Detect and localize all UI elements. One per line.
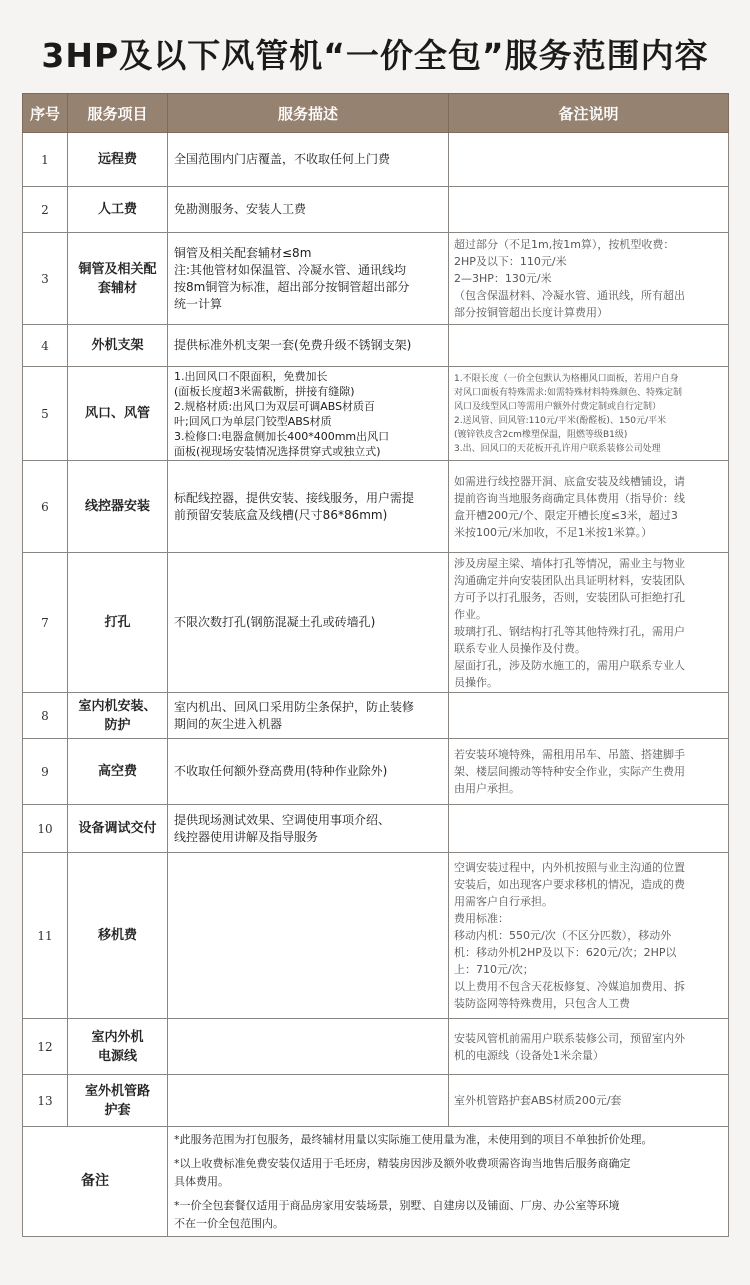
row-number: 2 [23, 187, 68, 233]
row-note-line: 若安装环境特殊，需租用吊车、吊篮、搭建脚手 [454, 748, 685, 761]
row-number: 12 [23, 1019, 68, 1075]
row-number: 9 [23, 739, 68, 805]
row-note-line: 部分按铜管超出长度计算费用） [454, 306, 608, 319]
row-note-line: 对风口面板有特殊需求:如需特殊材料特殊颜色、特殊定制 [454, 387, 683, 398]
row-desc-line: 统一计算 [174, 296, 223, 311]
row-item [68, 133, 168, 187]
row-number: 11 [23, 853, 68, 1019]
remark-content [168, 1127, 729, 1237]
row-note [449, 805, 729, 853]
row-note-line: 米按100元/米加收，不足1米按1米算。） [454, 525, 653, 539]
row-item [68, 367, 168, 461]
row-desc [168, 233, 449, 325]
row-item-line: 打孔 [104, 615, 131, 630]
row-note-line: 联系专业人员操作及付费。 [454, 641, 586, 655]
row-item [68, 805, 168, 853]
row-item [68, 693, 168, 739]
row-desc-line: 面板(视现场安装情况选择贯穿式或独立式) [174, 444, 381, 458]
remark-line: 不在一价全包范围内。 [174, 1216, 284, 1230]
row-item-line: 室外机管路 [84, 1083, 150, 1099]
row-desc-line: 注:其他管材如保温管、冷凝水管、通讯线均 [174, 262, 407, 277]
row-desc [168, 133, 449, 187]
row-note-line: 室外机管路护套ABS材质200元/套 [454, 1094, 622, 1107]
row-item [68, 325, 168, 367]
page-title: 3HP及以下风管机“一价全包”服务范围内容 [41, 36, 709, 75]
row-note-line: 如需进行线控器开洞、底盒安装及线槽铺设，请 [454, 474, 685, 488]
table-row [23, 367, 729, 461]
table-row [23, 233, 729, 325]
row-desc-line: 3.检修口:电器盒侧加长400*400mm出风口 [174, 429, 390, 443]
header-note: 备注说明 [449, 94, 729, 133]
row-desc [168, 1075, 449, 1127]
table-row [23, 805, 729, 853]
row-item-line: 高空费 [97, 764, 137, 779]
header-item: 服务项目 [68, 94, 168, 133]
row-note-line: 涉及房屋主梁、墙体打孔等情况，需业主与物业 [454, 556, 685, 570]
row-desc [168, 325, 449, 367]
row-item-line: 人工费 [97, 202, 137, 217]
row-desc [168, 693, 449, 739]
row-number: 6 [23, 461, 68, 553]
row-note-line: 机的电源线（设备处1米余量） [454, 1048, 604, 1062]
row-note-line: 作业。 [454, 607, 487, 621]
table-row [23, 325, 729, 367]
row-item [68, 1075, 168, 1127]
row-note-line: 移动内机：550元/次（不区分匹数），移动外 [454, 929, 672, 942]
row-note-line: 空调安装过程中，内外机按照与业主沟通的位置 [454, 861, 685, 874]
row-desc-line: 室内机出、回风口采用防尘条保护，防止装修 [174, 699, 415, 714]
row-item-line: 铜管及相关配 [78, 261, 157, 277]
row-item [68, 233, 168, 325]
row-desc-line: 标配线控器，提供安装、接线服务，用户需提 [174, 490, 415, 505]
row-item-line: 移机费 [97, 928, 137, 943]
row-desc-line: 叶;回风口为单层门铰型ABS材质 [174, 414, 332, 428]
table-row [23, 739, 729, 805]
row-desc [168, 553, 449, 693]
row-note-line: 2.送风管、回风管:110元/平米(酚醛板)、150元/平米 [454, 415, 667, 426]
row-note-line: 机：移动外机2HP及以下：620元/次；2HP以 [454, 946, 677, 959]
remark-row [23, 1127, 729, 1237]
row-note-line: 装防盗网等特殊费用，只包含人工费 [454, 997, 630, 1010]
row-item-line: 远程费 [97, 152, 137, 167]
row-desc [168, 1019, 449, 1075]
row-item-line: 线控器安装 [84, 499, 150, 514]
table-header-row [23, 94, 729, 133]
row-note-line: 风口及线型风口等需用户额外付费定制或自行定制） [454, 401, 662, 412]
remark-line: *此服务范围为打包服务，最终辅材用量以实际施工使用量为准，未使用到的项目不单独折价处理。 [174, 1132, 653, 1146]
row-note [449, 367, 729, 461]
row-number: 10 [23, 805, 68, 853]
row-desc-line: 2.规格材质:出风口为双层可调ABS材质百 [174, 399, 376, 413]
row-note [449, 461, 729, 553]
row-item [68, 739, 168, 805]
row-note-line: 架、楼层间搬动等特种安全作业，实际产生费用 [454, 765, 685, 778]
row-note [449, 325, 729, 367]
row-note [449, 133, 729, 187]
row-note-line: 由用户承担。 [454, 782, 520, 795]
row-desc-line: 不收取任何额外登高费用(特种作业除外) [174, 764, 388, 778]
row-number: 13 [23, 1075, 68, 1127]
row-item-line: 风口、风管 [84, 406, 150, 421]
row-item [68, 1019, 168, 1075]
row-desc-line: 按8m铜管为标准，超出部分按铜管超出部分 [174, 279, 410, 294]
row-number: 5 [23, 367, 68, 461]
row-note [449, 1075, 729, 1127]
row-item-line: 护套 [104, 1102, 131, 1118]
remark-line: *以上收费标准免费安装仅适用于毛坯房，精装房因涉及额外收费项需咨询当地售后服务商确定 [174, 1156, 631, 1170]
row-note-line: 方可予以打孔服务，否则，安装团队可拒绝打孔 [454, 590, 685, 604]
remark-paragraph [174, 1131, 722, 1149]
remark-line: *一价全包套餐仅适用于商品房家用安装场景，别墅、自建房以及铺面、厂房、办公室等环境 [174, 1198, 620, 1212]
row-note-line: 超过部分（不足1m,按1m算），按机型收费： [454, 238, 675, 251]
row-note-line: (镀锌铁皮含2cm橡塑保温，阻燃等级B1级) [454, 429, 628, 440]
row-item [68, 461, 168, 553]
row-number: 1 [23, 133, 68, 187]
service-table [22, 93, 729, 1237]
row-note [449, 553, 729, 693]
row-note-line: 用需客户自行承担。 [454, 895, 553, 908]
row-note-line: 费用标准： [454, 912, 509, 925]
row-desc-line: 线控器使用讲解及指导服务 [174, 829, 319, 844]
row-desc-line: 提供标准外机支架一套(免费升级不锈钢支架) [174, 338, 412, 352]
row-note-line: 以上费用不包含天花板修复、冷媒追加费用、拆 [454, 980, 685, 993]
table-row [23, 1075, 729, 1127]
row-desc [168, 805, 449, 853]
row-item-line: 设备调试交付 [78, 821, 157, 836]
row-desc-line: 期间的灰尘进入机器 [174, 716, 283, 731]
row-note-line: （包含保温材料、冷凝水管、通讯线，所有超出 [454, 289, 685, 302]
row-note-line: 屋面打孔，涉及防水施工的，需用户联系专业人 [454, 658, 685, 672]
row-desc-line: 铜管及相关配套辅材≤8m [174, 245, 312, 260]
row-note-line: 2—3HP：130元/米 [454, 272, 552, 285]
row-desc [168, 367, 449, 461]
header-no: 序号 [23, 94, 68, 133]
table-row [23, 553, 729, 693]
row-note-line: 上：710元/次； [454, 963, 534, 976]
row-item-line: 防护 [104, 717, 131, 733]
remark-paragraph [174, 1155, 722, 1191]
row-item [68, 187, 168, 233]
table-row [23, 1019, 729, 1075]
row-desc [168, 187, 449, 233]
row-note [449, 853, 729, 1019]
table-row [23, 461, 729, 553]
row-item [68, 853, 168, 1019]
row-desc-line: (面板长度超3米需截断，拼接有缝隙) [174, 384, 355, 398]
row-desc-line: 全国范围内门店覆盖，不收取任何上门费 [174, 152, 391, 166]
row-note-line: 盒开槽200元/个、限定开槽长度≤3米，超过3 [454, 508, 678, 522]
table-row [23, 853, 729, 1019]
row-number: 4 [23, 325, 68, 367]
header-desc: 服务描述 [168, 94, 449, 133]
row-desc-line: 免勘测服务、安装人工费 [174, 202, 307, 216]
table-row [23, 133, 729, 187]
row-number: 8 [23, 693, 68, 739]
table-row [23, 693, 729, 739]
row-item-line: 室内机安装、 [78, 698, 157, 714]
row-item-line: 外机支架 [91, 338, 144, 353]
row-number: 3 [23, 233, 68, 325]
remark-paragraph [174, 1197, 722, 1233]
remark-line: 具体费用。 [174, 1174, 229, 1188]
row-note [449, 187, 729, 233]
row-item [68, 553, 168, 693]
row-desc-line: 不限次数打孔(钢筋混凝土孔或砖墙孔) [174, 615, 376, 629]
row-desc-line: 提供现场测试效果、空调使用事项介绍、 [174, 812, 391, 827]
remark-label: 备注 [23, 1127, 168, 1237]
row-note [449, 739, 729, 805]
row-item-line: 套辅材 [97, 280, 137, 296]
table-row [23, 187, 729, 233]
row-note [449, 233, 729, 325]
row-item-line: 室内外机 [91, 1029, 144, 1045]
row-note-line: 安装后，如出现客户要求移机的情况，造成的费 [454, 878, 685, 891]
row-desc-line: 1.出回风口不限面积，免费加长 [174, 369, 328, 383]
row-desc-line: 前预留安装底盒及线槽(尺寸86*86mm) [174, 507, 388, 522]
row-desc [168, 739, 449, 805]
row-note-line: 沟通确定并向安装团队出具证明材料，安装团队 [454, 573, 685, 587]
row-note-line: 提前咨询当地服务商确定具体费用（指导价：线 [454, 491, 685, 505]
row-number: 7 [23, 553, 68, 693]
row-note-line: 玻璃打孔、钢结构打孔等其他特殊打孔，需用户 [454, 624, 685, 638]
row-note-line: 3.出、回风口的天花板开孔许用户联系装修公司处理 [454, 443, 661, 454]
row-note-line: 1.不限长度（一价全包默认为格栅风口面板，若用户自身 [454, 373, 679, 384]
row-note-line: 2HP及以下：110元/米 [454, 255, 567, 268]
row-note-line: 安装风管机前需用户联系装修公司，预留室内外 [454, 1031, 685, 1045]
row-note [449, 1019, 729, 1075]
row-desc [168, 461, 449, 553]
row-desc [168, 853, 449, 1019]
row-item-line: 电源线 [97, 1048, 137, 1064]
row-note-line: 员操作。 [454, 675, 498, 689]
row-note [449, 693, 729, 739]
